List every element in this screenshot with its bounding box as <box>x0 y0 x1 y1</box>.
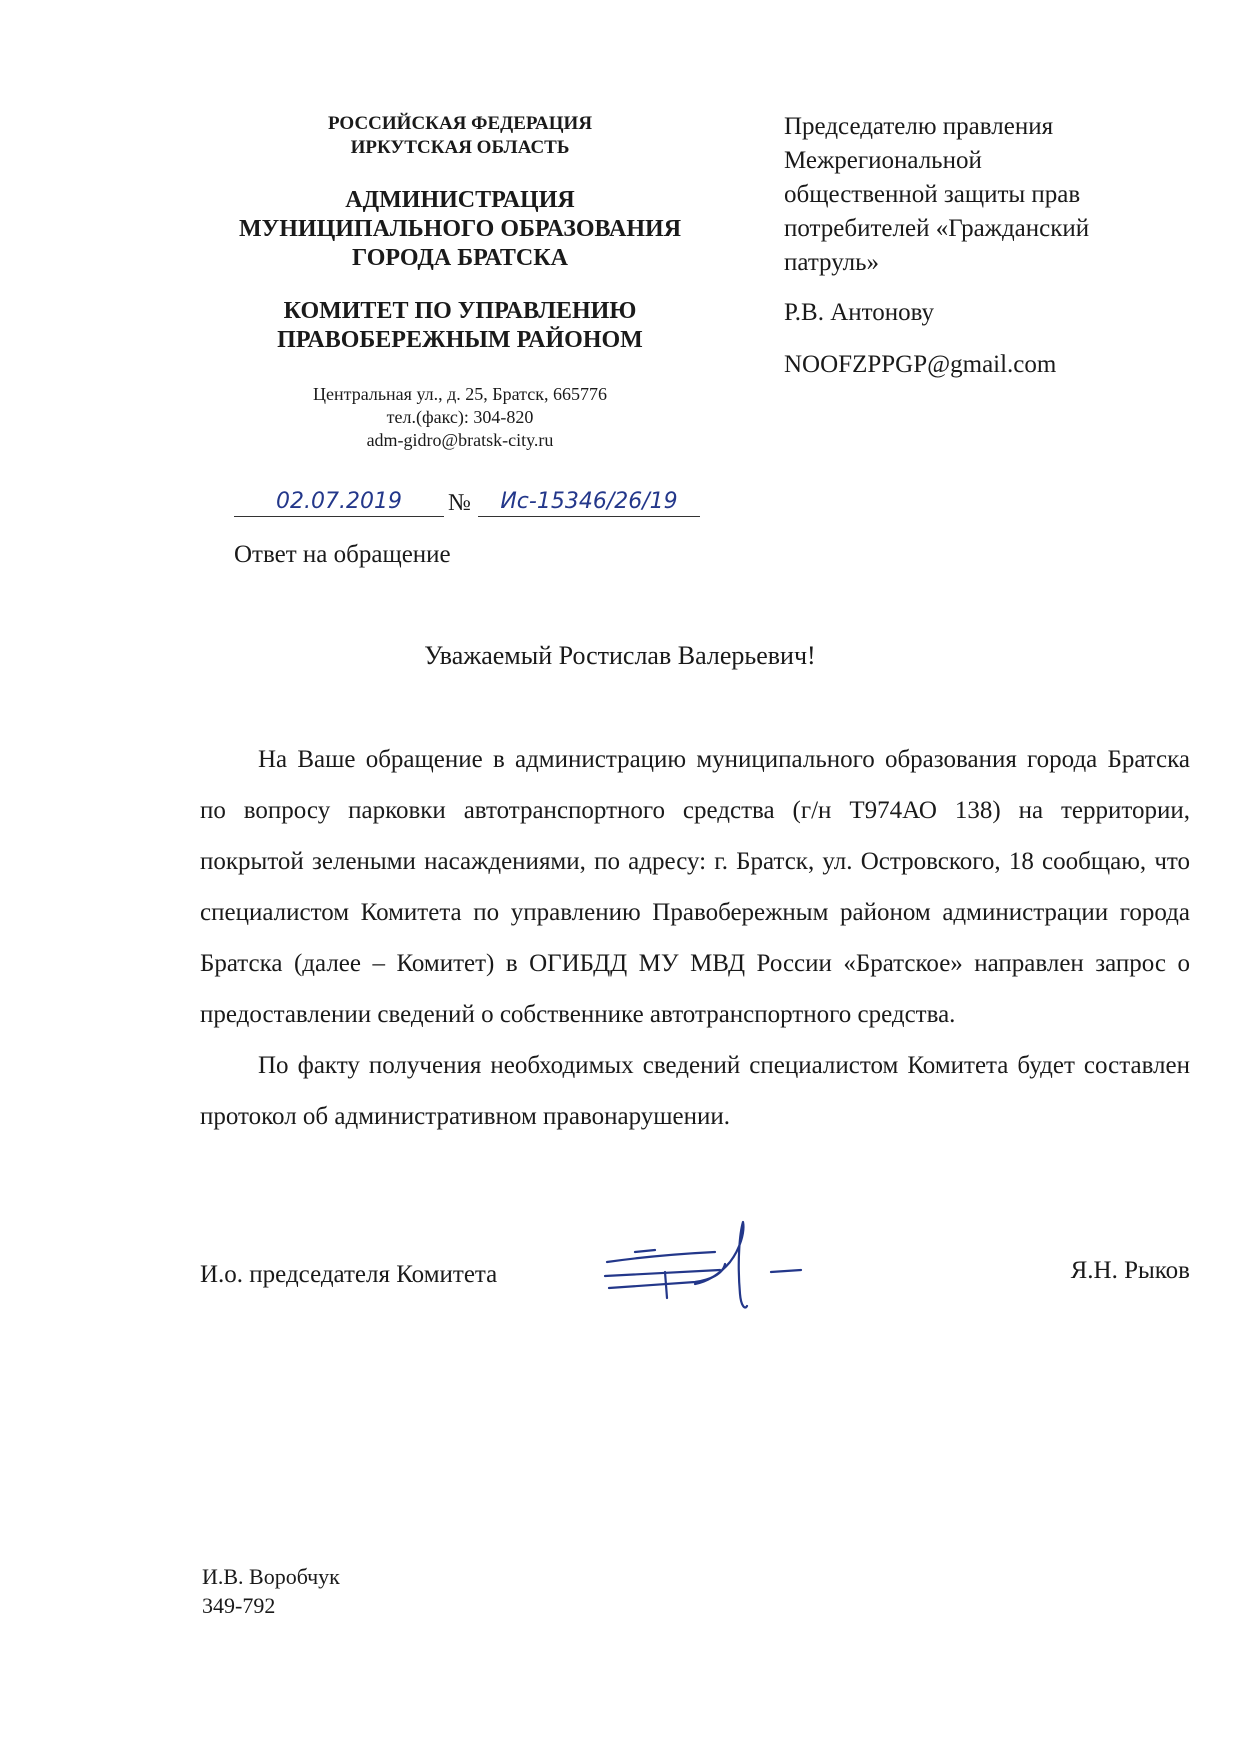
addressee-line3: общественной защиты прав <box>784 181 1081 208</box>
letterhead-country: РОССИЙСКАЯ ФЕДЕРАЦИЯ <box>327 113 593 134</box>
executor-block <box>202 1562 340 1620</box>
signature-row <box>200 1240 1190 1320</box>
addressee-name: Р.В. Антонову <box>784 299 935 326</box>
registration-date: 02.07.2019 <box>234 488 444 517</box>
letter-subject: Ответ на обращение <box>234 541 451 568</box>
executor-name: И.В. Воробчук <box>202 1564 340 1589</box>
addressee-line2: Межрегиональной <box>784 147 982 174</box>
letterhead-committee-line2: ПРАВОБЕРЕЖНЫМ РАЙОНОМ <box>277 327 643 353</box>
signatory-name: Я.Н. Рыков <box>1070 1257 1190 1284</box>
letterhead-email: adm-gidro@bratsk-city.ru <box>366 430 554 450</box>
letterhead-address: Центральная ул., д. 25, Братск, 665776 <box>313 384 607 404</box>
body-paragraph-2: По факту получения необходимых сведений специалистом Комитета будет составлен протокол об административном правонарушении. <box>200 1052 1190 1130</box>
addressee-line5: патруль» <box>784 249 880 276</box>
executor-phone: 349-792 <box>202 1593 276 1618</box>
registration-number: Ис-15346/26/19 <box>478 488 700 517</box>
letterhead-region: ИРКУТСКАЯ ОБЛАСТЬ <box>350 137 570 158</box>
letterhead-committee-line1: КОМИТЕТ ПО УПРАВЛЕНИЮ <box>283 298 637 324</box>
registration-number-sign: № <box>448 490 471 516</box>
addressee-email: NOOFZPPGP@gmail.com <box>784 351 1057 378</box>
letter-body <box>200 734 1190 1142</box>
registration-line <box>234 488 754 528</box>
body-paragraph-1: На Ваше обращение в администрацию муниципального образования города Братска по вопросу парковки автотранспортного средства (г/н Т974АО 138) на территории, покрытой зелеными насаждениями, по адресу: г. Братск, ул. Островского, 18 сообщаю, что специалистом Комитета по управлению Правобережным районом администрации города Братска (далее – Комитет) в ОГИБДД МУ МВД России «Братское» направлен запрос о предоставлении сведений о собственнике автотранспортного средства. <box>200 746 1190 1028</box>
letterhead-admin-line3: ГОРОДА БРАТСКА <box>352 245 568 271</box>
salutation: Уважаемый Ростислав Валерьевич! <box>424 641 816 670</box>
letterhead-phone: тел.(факс): 304-820 <box>386 407 534 427</box>
addressee-line1: Председателю правления <box>784 113 1054 140</box>
letterhead <box>200 112 720 452</box>
addressee-block <box>784 110 1204 382</box>
letterhead-admin-line2: МУНИЦИПАЛЬНОГО ОБРАЗОВАНИЯ <box>238 216 682 242</box>
handwritten-signature <box>595 1214 825 1324</box>
letterhead-admin-line1: АДМИНИСТРАЦИЯ <box>345 187 575 213</box>
addressee-line4: потребителей «Гражданский <box>784 215 1090 242</box>
signatory-title: И.о. председателя Комитета <box>200 1261 498 1288</box>
